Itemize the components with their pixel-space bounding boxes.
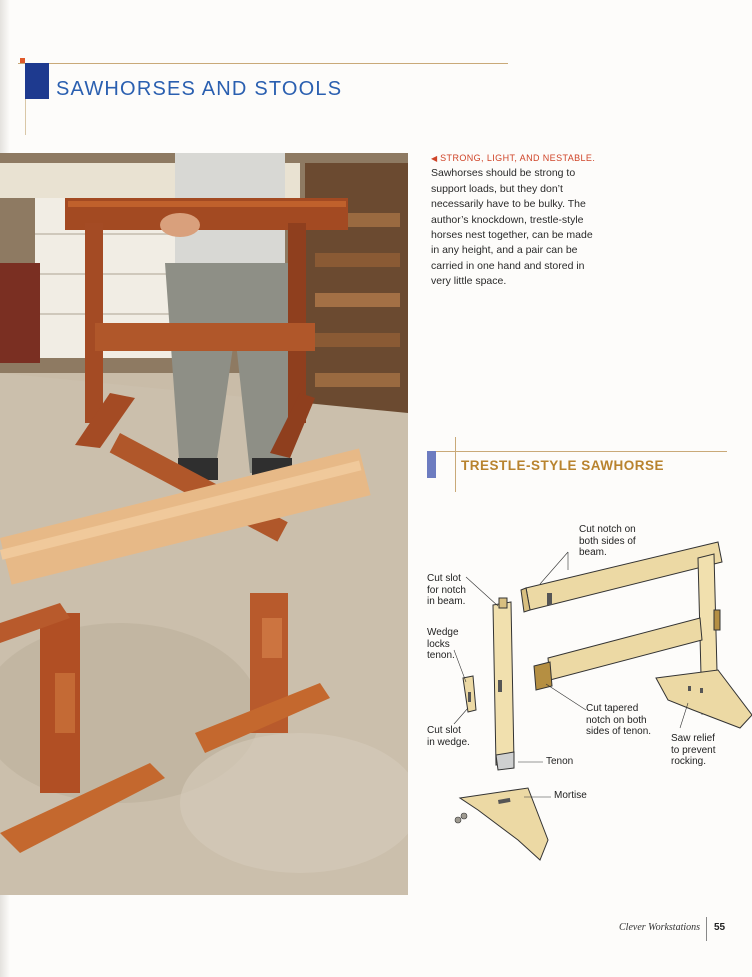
page-number: 55 xyxy=(714,922,726,933)
sawhorse-diagram xyxy=(418,510,752,890)
label-cut-tapered-notch: Cut tapered notch on both sides of tenon. xyxy=(586,703,652,737)
footer-book-title: Clever Workstations xyxy=(619,922,701,933)
drawing-title-marker xyxy=(427,451,436,478)
label-wedge-locks-tenon: Wedge locks tenon. xyxy=(427,627,459,661)
label-cut-notch: Cut notch on both sides of beam. xyxy=(579,524,636,558)
sawhorse-photo xyxy=(0,153,408,895)
title-vertical-rule xyxy=(25,99,26,135)
caption-heading: STRONG, LIGHT, AND NESTABLE. xyxy=(440,153,596,163)
photo-caption xyxy=(431,151,601,290)
header-rule xyxy=(18,63,508,64)
label-saw-relief: Saw relief to prevent rocking. xyxy=(671,733,716,767)
footer-divider xyxy=(706,917,707,941)
label-cut-slot-wedge: Cut slot in wedge. xyxy=(427,725,470,748)
drawing-header-vertical-rule xyxy=(455,437,456,492)
title-color-block xyxy=(25,63,49,99)
drawing-header-rule xyxy=(427,451,727,452)
caption-arrow-icon: ◀ xyxy=(431,154,438,163)
drawing-title: TRESTLE-STYLE SAWHORSE xyxy=(461,458,665,473)
label-cut-slot-beam: Cut slot for notch in beam. xyxy=(427,573,466,607)
label-mortise: Mortise xyxy=(554,790,587,801)
section-title: SAWHORSES AND STOOLS xyxy=(56,78,343,100)
label-tenon: Tenon xyxy=(546,756,574,767)
caption-body: Sawhorses should be strong to support loads, but they don’t necessarily have to be bulky. The author’s knockdown, trestle-style horses nest together, can be made in any height, and a pair can be carried in one hand and stored in very little space. xyxy=(431,167,593,288)
